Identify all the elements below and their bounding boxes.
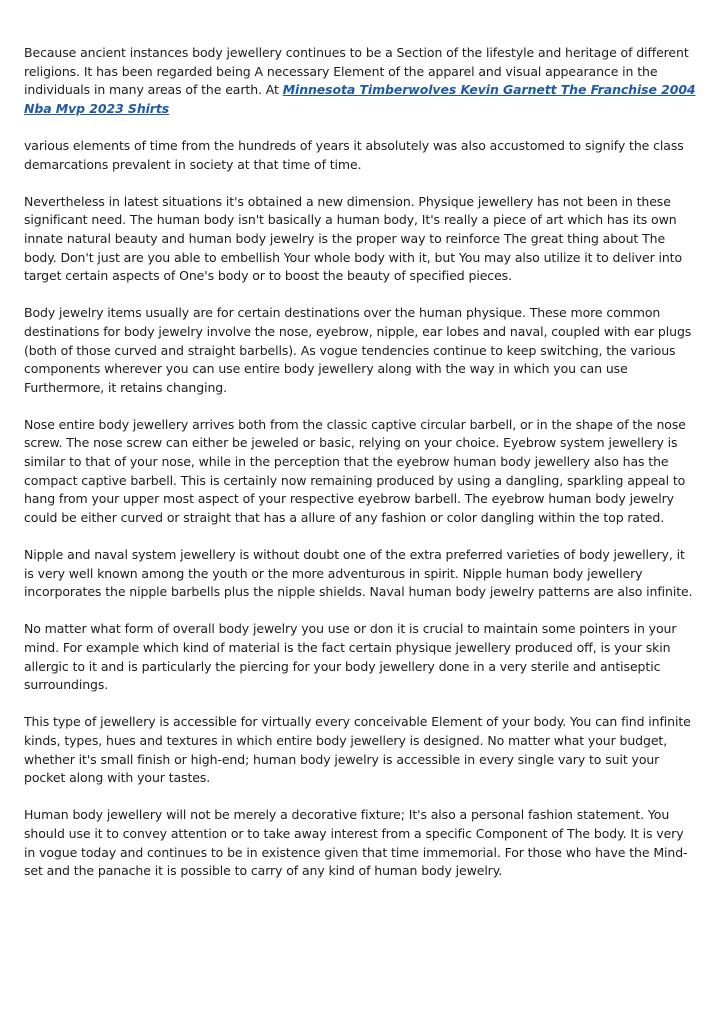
paragraph: Nose entire body jewellery arrives both from the classic captive circular barbell, or in the shape of the nose screw. The nose screw can either be jeweled or basic, relying on your choice. Eyebrow system jewellery is similar to that of your nose, while in the perception that the eyebrow human body jewellery also has the compact captive barbell. This is certainly now remaining produced by using a dangling, sparkling appeal to hang from your upper most aspect of your respective eyebrow barbell. The eyebrow human body jewelry could be either curved or straight that has a allure of any fashion or color dangling within the top rated. bbox=[24, 416, 686, 525]
paragraph: Nevertheless in latest situations it's obtained a new dimension. Physique jewellery has not been in these significant need. The human body isn't basically a human body, It's really a piece of art which has its own innate natural beauty and human body jewelry is the proper way to reinforce The great thing about The body. Don't just are you able to embellish Your whole body with it, but You may also utilize it to deliver into target certain aspects of One's body or to boost the beauty of specified pieces. bbox=[24, 193, 683, 284]
paragraph-text: Because ancient instances body jewellery continues to be a Section of the lifestyle and heritage of different religions. It has been regarded being A necessary Element of the apparel and visual appearance in the individuals in many areas of the earth. At bbox=[24, 45, 689, 98]
product-link[interactable]: Minnesota Timberwolves Kevin Garnett The Franchise 2004 Nba Mvp 2023 Shirts bbox=[24, 82, 696, 116]
paragraph: Body jewelry items usually are for certain destinations over the human physique. These more common destinations for body jewelry involve the nose, eyebrow, nipple, ear lobes and naval, coupled with ear plugs (both of those curved and straight barbells). As vogue tendencies continue to keep switching, the various components wherever you can use entire body jewellery along with the way in which you can use Furthermore, it retains changing. bbox=[24, 305, 692, 395]
paragraph-intro bbox=[24, 44, 698, 118]
paragraph: No matter what form of overall body jewelry you use or don it is crucial to maintain some pointers in your mind. For example which kind of material is the fact certain physique jewellery produced off, is your skin allergic to it and is particularly the piercing for your body jewellery done in a very sterile and antiseptic surroundings. bbox=[24, 621, 677, 693]
paragraph: Human body jewellery will not be merely a decorative fixture; It's also a personal fashion statement. You should use it to convey attention or to take away interest from a specific Component of The body. It is very in vogue today and continues to be in existence given that time immemorial. For those who have the Mind-set and the panache it is possible to carry of any kind of human body jewelry. bbox=[24, 807, 688, 879]
document-body bbox=[24, 44, 698, 899]
paragraph: This type of jewellery is accessible for virtually every conceivable Element of your body. You can find infinite kinds, types, hues and textures in which entire body jewellery is designed. No matter what your budget, whether it's small finish or high-end; human body jewelry is accessible in every single vary to suit your pocket along with your tastes. bbox=[24, 714, 691, 786]
paragraph: various elements of time from the hundreds of years it absolutely was also accustomed to signify the class demarcations prevalent in society at that time of time. bbox=[24, 137, 684, 172]
paragraph: Nipple and naval system jewellery is without doubt one of the extra preferred varieties of body jewellery, it is very well known among the youth or the more adventurous in spirit. Nipple human body jewellery incorporates the nipple barbells plus the nipple shields. Naval human body jewelry patterns are also infinite. bbox=[24, 547, 693, 600]
